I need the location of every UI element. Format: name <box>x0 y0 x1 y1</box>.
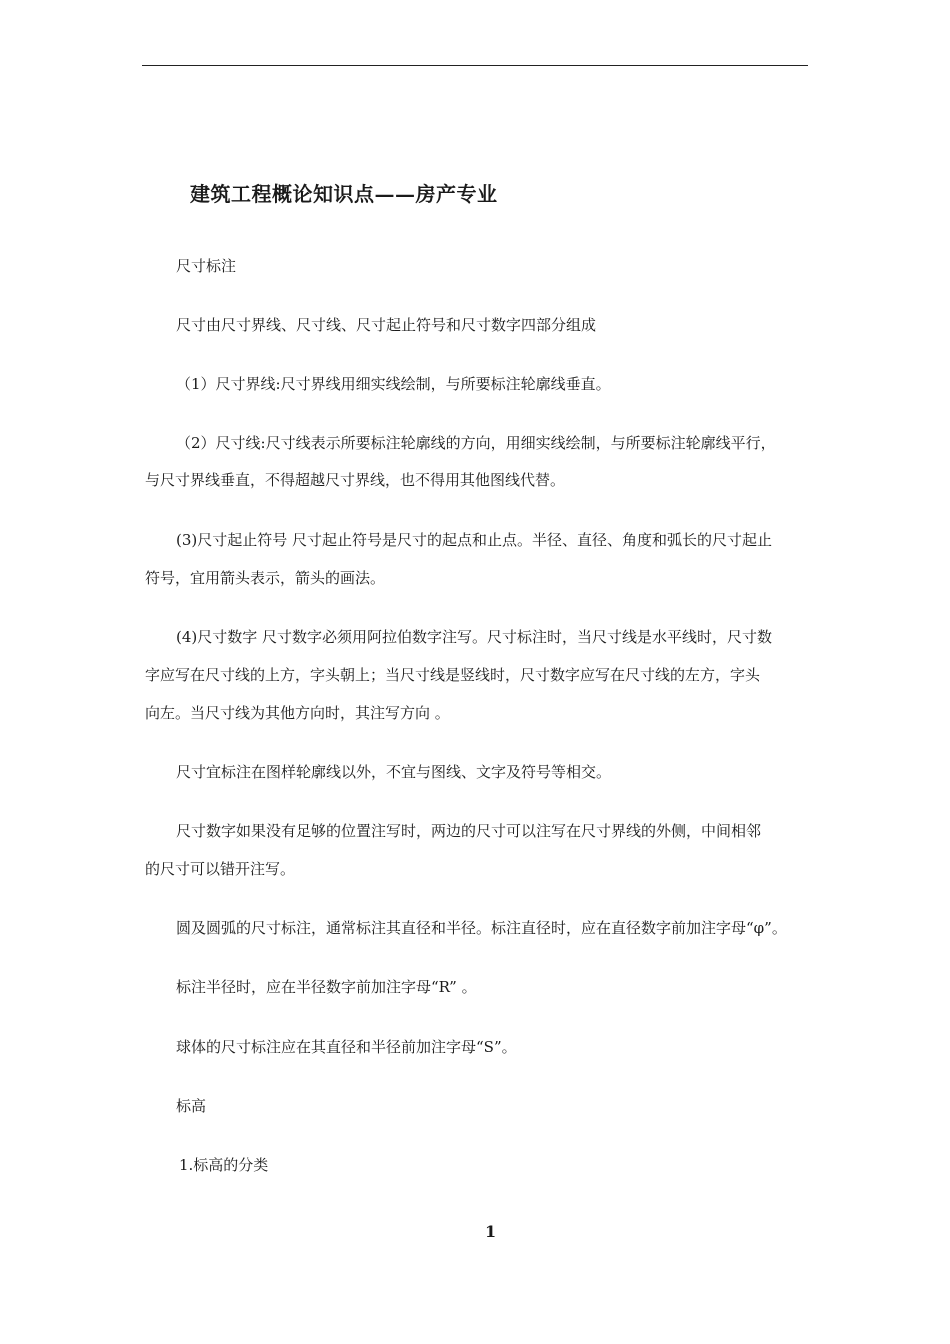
paragraph-placement: 尺寸宜标注在图样轮廓线以外，不宜与图线、文字及符号等相交。 <box>176 763 612 781</box>
paragraph-item4-line3: 向左。当尺寸线为其他方向时，其注写方向 。 <box>145 704 450 722</box>
paragraph-radius: 标注半径时，应在半径数字前加注字母“R” 。 <box>176 978 477 996</box>
paragraph-item3-line1: (3)尺寸起止符号 尺寸起止符号是尺寸的起点和止点。半径、直径、角度和弧长的尺寸起止 <box>176 531 773 549</box>
section-heading-elevation: 标高 <box>176 1097 207 1115</box>
paragraph-item3-line2: 符号，宜用箭头表示，箭头的画法。 <box>145 569 386 587</box>
document-title: 建筑工程概论知识点——房产专业 <box>190 182 498 206</box>
paragraph-item2-line1: （2）尺寸线:尺寸线表示所要标注轮廓线的方向，用细实线绘制，与所要标注轮廓线平行， <box>176 434 776 452</box>
paragraph-item4-line1: (4)尺寸数字 尺寸数字必须用阿拉伯数字注写。尺寸标注时，当尺寸线是水平线时，尺寸数 <box>176 628 773 646</box>
section-heading-dimension: 尺寸标注 <box>176 257 237 275</box>
paragraph-sphere: 球体的尺寸标注应在其直径和半径前加注字母“S”。 <box>176 1038 517 1056</box>
paragraph-nospace-line1: 尺寸数字如果没有足够的位置注写时，两边的尺寸可以注写在尺寸界线的外侧，中间相邻 <box>176 822 762 840</box>
paragraph-item1: （1）尺寸界线:尺寸界线用细实线绘制，与所要标注轮廓线垂直。 <box>176 375 611 393</box>
paragraph-item2-line2: 与尺寸界线垂直，不得超越尺寸界线，也不得用其他图线代替。 <box>145 471 566 489</box>
paragraph-circle: 圆及圆弧的尺寸标注，通常标注其直径和半径。标注直径时，应在直径数字前加注字母“φ”。 <box>176 919 787 937</box>
paragraph-elevation-class: 1.标高的分类 <box>179 1156 269 1174</box>
header-rule <box>142 65 808 66</box>
paragraph-nospace-line2: 的尺寸可以错开注写。 <box>145 860 296 878</box>
page-number: 1 <box>485 1222 497 1241</box>
paragraph-item4-line2: 字应写在尺寸线的上方，字头朝上；当尺寸线是竖线时，尺寸数字应写在尺寸线的左方，字头 <box>145 666 761 684</box>
paragraph-intro: 尺寸由尺寸界线、尺寸线、尺寸起止符号和尺寸数字四部分组成 <box>176 316 597 334</box>
